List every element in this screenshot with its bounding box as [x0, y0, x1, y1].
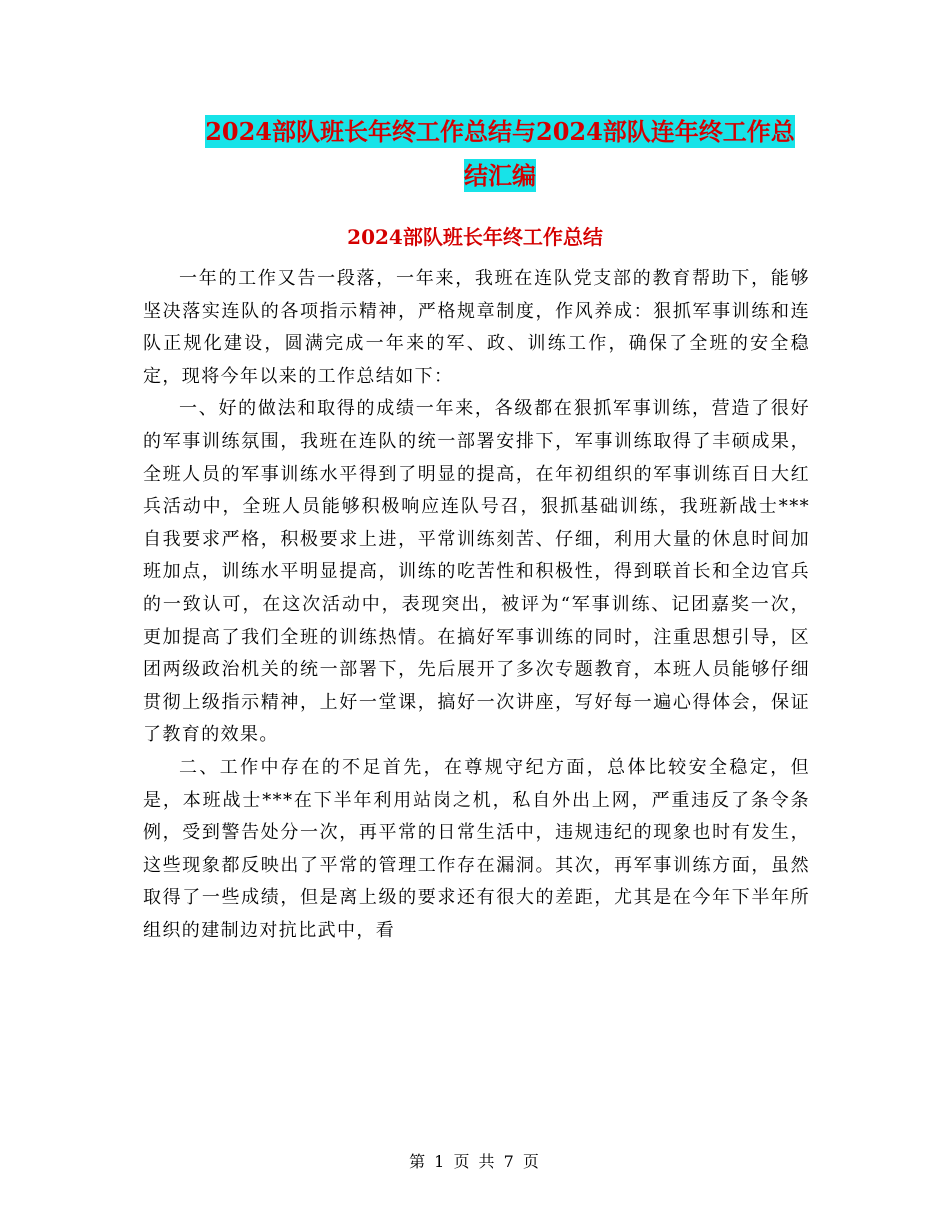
page-footer: 第 1 页 共 7 页: [409, 1152, 541, 1171]
document-title: [140, 110, 860, 198]
document-title-line-2: 结汇编: [464, 161, 536, 190]
document-title-line-1: 2024部队班长年终工作总结与2024部队连年终工作总: [205, 117, 795, 146]
paragraph: 一年的工作又告一段落，一年来，我班在连队党支部的教育帮助下，能够坚决落实连队的各项指示精神，严格规章制度，作风养成：狠抓军事训练和连队正规化建设，圆满完成一年来的军、政、训练工作，确保了全班的安全稳定，现将今年以来的工作总结如下：: [143, 268, 810, 387]
document-body: [143, 263, 810, 947]
paragraph: 一、好的做法和取得的成绩一年来，各级都在狠抓军事训练，营造了很好的军事训练氛围，我班在连队的统一部署安排下，军事训练取得了丰硕成果，全班人员的军事训练水平得到了明显的提高，在年初组织的军事训练百日大红兵活动中，全班人员能够积极响应连队号召，狠抓基础训练，我班新战士***自我要求严格，积极要求上进，平常训练刻苦、仔细，利用大量的休息时间加班加点，训练水平明显提高，训练的吃苦性和积极性，得到联首长和全边官兵的一致认可，在这次活动中，表现突出，被评为“军事训练、记团嘉奖一次，更加提高了我们全班的训练热情。在搞好军事训练的同时，注重思想引导，区团两级政治机关的统一部署下，先后展开了多次专题教育，本班人员能够仔细贯彻上级指示精神，上好一堂课，搞好一次讲座，写好每一遍心得体会，保证了教育的效果。: [143, 398, 810, 746]
paragraph: 二、工作中存在的不足首先，在尊规守纪方面，总体比较安全稳定，但是，本班战士***在下半年利用站岗之机，私自外出上网，严重违反了条令条例，受到警告处分一次，再平常的日常生活中，违规违纪的现象也时有发生，这些现象都反映出了平常的管理工作存在漏洞。其次，再军事训练方面，虽然取得了一些成绩，但是离上级的要求还有很大的差距，尤其是在今年下半年所组织的建制边对抗比武中，看: [143, 756, 810, 941]
section-title: 2024部队班长年终工作总结: [347, 225, 603, 249]
